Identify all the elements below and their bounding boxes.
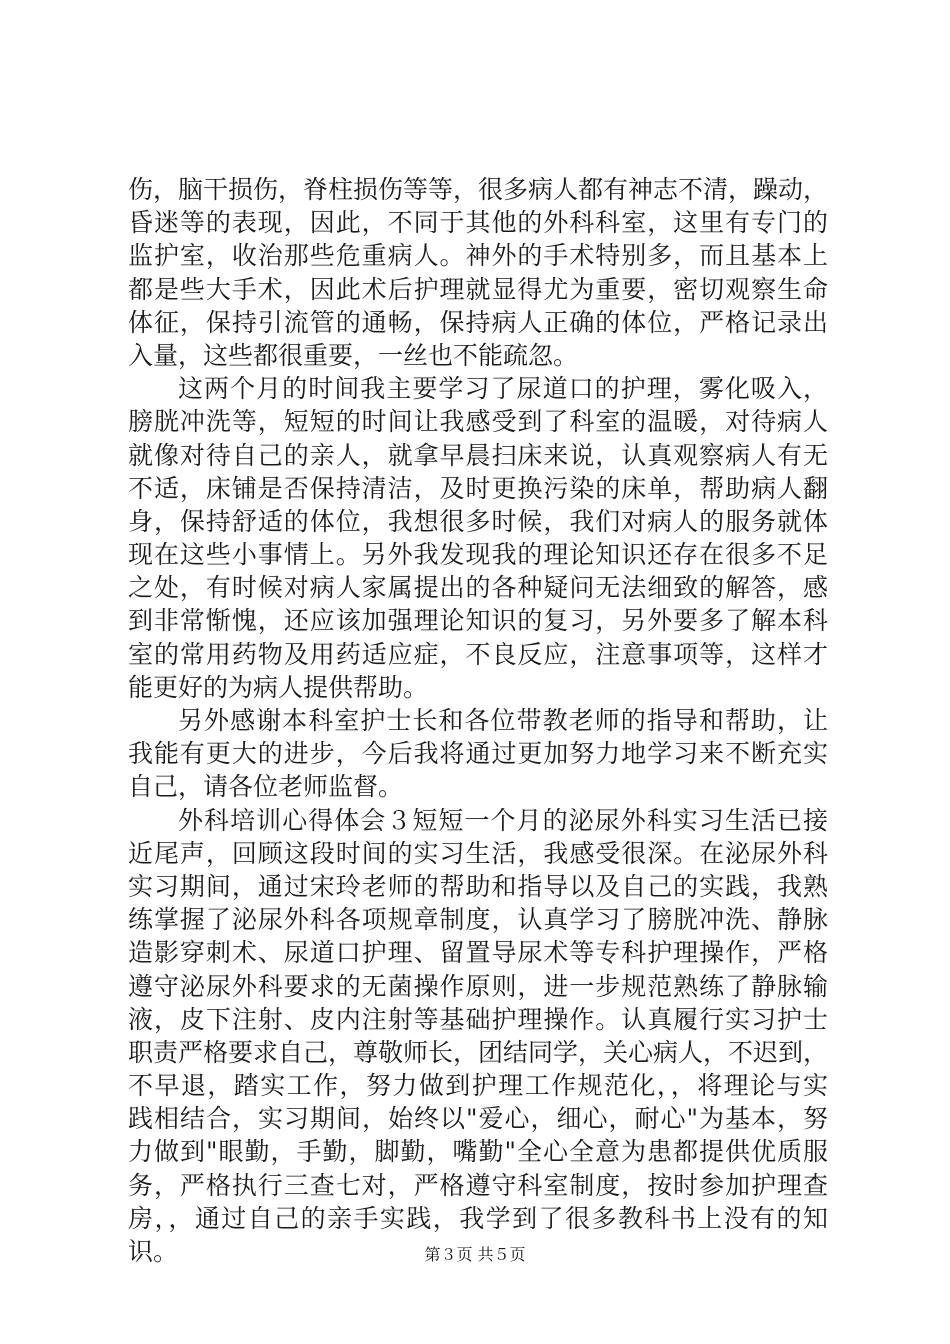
text-line: 液，皮下注射、皮内注射等基础护理操作。认真履行实习护士 <box>128 1004 828 1034</box>
text-line: 这两个月的时间我主要学习了尿道口的护理，雾化吸入， <box>178 374 828 404</box>
text-line: 监护室，收治那些危重病人。神外的手术特别多，而且基本上 <box>128 241 828 271</box>
text-line: 就像对待自己的亲人，就拿早晨扫床来说，认真观察病人有无 <box>128 440 828 470</box>
text-line: 昏迷等的表现，因此，不同于其他的外科科室，这里有专门的 <box>128 208 828 238</box>
text-line: 另外感谢本科室护士长和各位带教老师的指导和帮助，让 <box>178 706 828 735</box>
text-line: 入量，这些都很重要，一丝也不能疏忽。 <box>128 340 579 370</box>
text-line: 伤，脑干损伤，脊柱损伤等等，很多病人都有神志不清，躁动， <box>128 175 829 204</box>
document-body <box>128 173 828 1268</box>
text-line: 能更好的为病人提供帮助。 <box>128 672 429 702</box>
text-line: 不适，床铺是否保持清洁，及时更换污染的床单，帮助病人翻 <box>128 473 828 503</box>
text-line: 造影穿刺术、尿道口护理、留置导尿术等专科护理操作，严格 <box>128 938 828 968</box>
text-line: 练掌握了泌尿外科各项规章制度，认真学习了膀胱冲洗、静脉 <box>128 905 828 935</box>
text-line: 实习期间，通过宋玲老师的帮助和指导以及自己的实践，我熟 <box>128 871 828 901</box>
text-line: 近尾声，回顾这段时间的实习生活，我感受很深。在泌尿外科 <box>128 838 828 868</box>
text-line: 之处，有时候对病人家属提出的各种疑问无法细致的解答，感 <box>128 573 828 603</box>
text-line: 我能有更大的进步，今后我将通过更加努力地学习来不断充实 <box>128 739 828 769</box>
text-line: 都是些大手术，因此术后护理就显得尤为重要，密切观察生命 <box>128 274 828 304</box>
text-line: 务，严格执行三查七对，严格遵守科室制度，按时参加护理查 <box>128 1170 828 1200</box>
text-line: 现在这些小事情上。另外我发现我的理论知识还存在很多不足 <box>128 540 828 570</box>
text-line: 不早退，踏实工作，努力做到护理工作规范化，，将理论与实 <box>128 1071 828 1101</box>
text-line: 身，保持舒适的体位，我想很多时候，我们对病人的服务就体 <box>128 506 828 536</box>
text-line: 体征，保持引流管的通畅，保持病人正确的体位，严格记录出 <box>128 307 828 337</box>
text-line: 识。 <box>128 1237 179 1266</box>
text-line: 职责严格要求自己，尊敬师长，团结同学，关心病人，不迟到， <box>128 1037 829 1067</box>
text-line: 膀胱冲洗等，短短的时间让我感受到了科室的温暖，对待病人 <box>128 407 828 437</box>
text-line: 室的常用药物及用药适应症，不良反应，注意事项等，这样才 <box>128 639 828 669</box>
text-line: 房，，通过自己的亲手实践，我学到了很多教科书上没有的知 <box>128 1203 828 1233</box>
text-line: 外科培训心得体会３短短一个月的泌尿外科实习生活已接 <box>178 805 828 835</box>
text-line: 践相结合，实习期间，始终以"爱心，细心，耐心"为基本，努 <box>128 1104 828 1134</box>
text-line: 力做到"眼勤，手勤，脚勤，嘴勤"全心全意为患都提供优质服 <box>128 1137 828 1167</box>
text-line: 遵守泌尿外科要求的无菌操作原则，进一步规范熟练了静脉输 <box>128 971 828 1001</box>
text-line: 自己，请各位老师监督。 <box>128 772 404 802</box>
text-line: 到非常惭愧，还应该加强理论知识的复习，另外要多了解本科 <box>128 606 828 636</box>
page-number-footer: 第３页 共５页 <box>424 1245 526 1264</box>
